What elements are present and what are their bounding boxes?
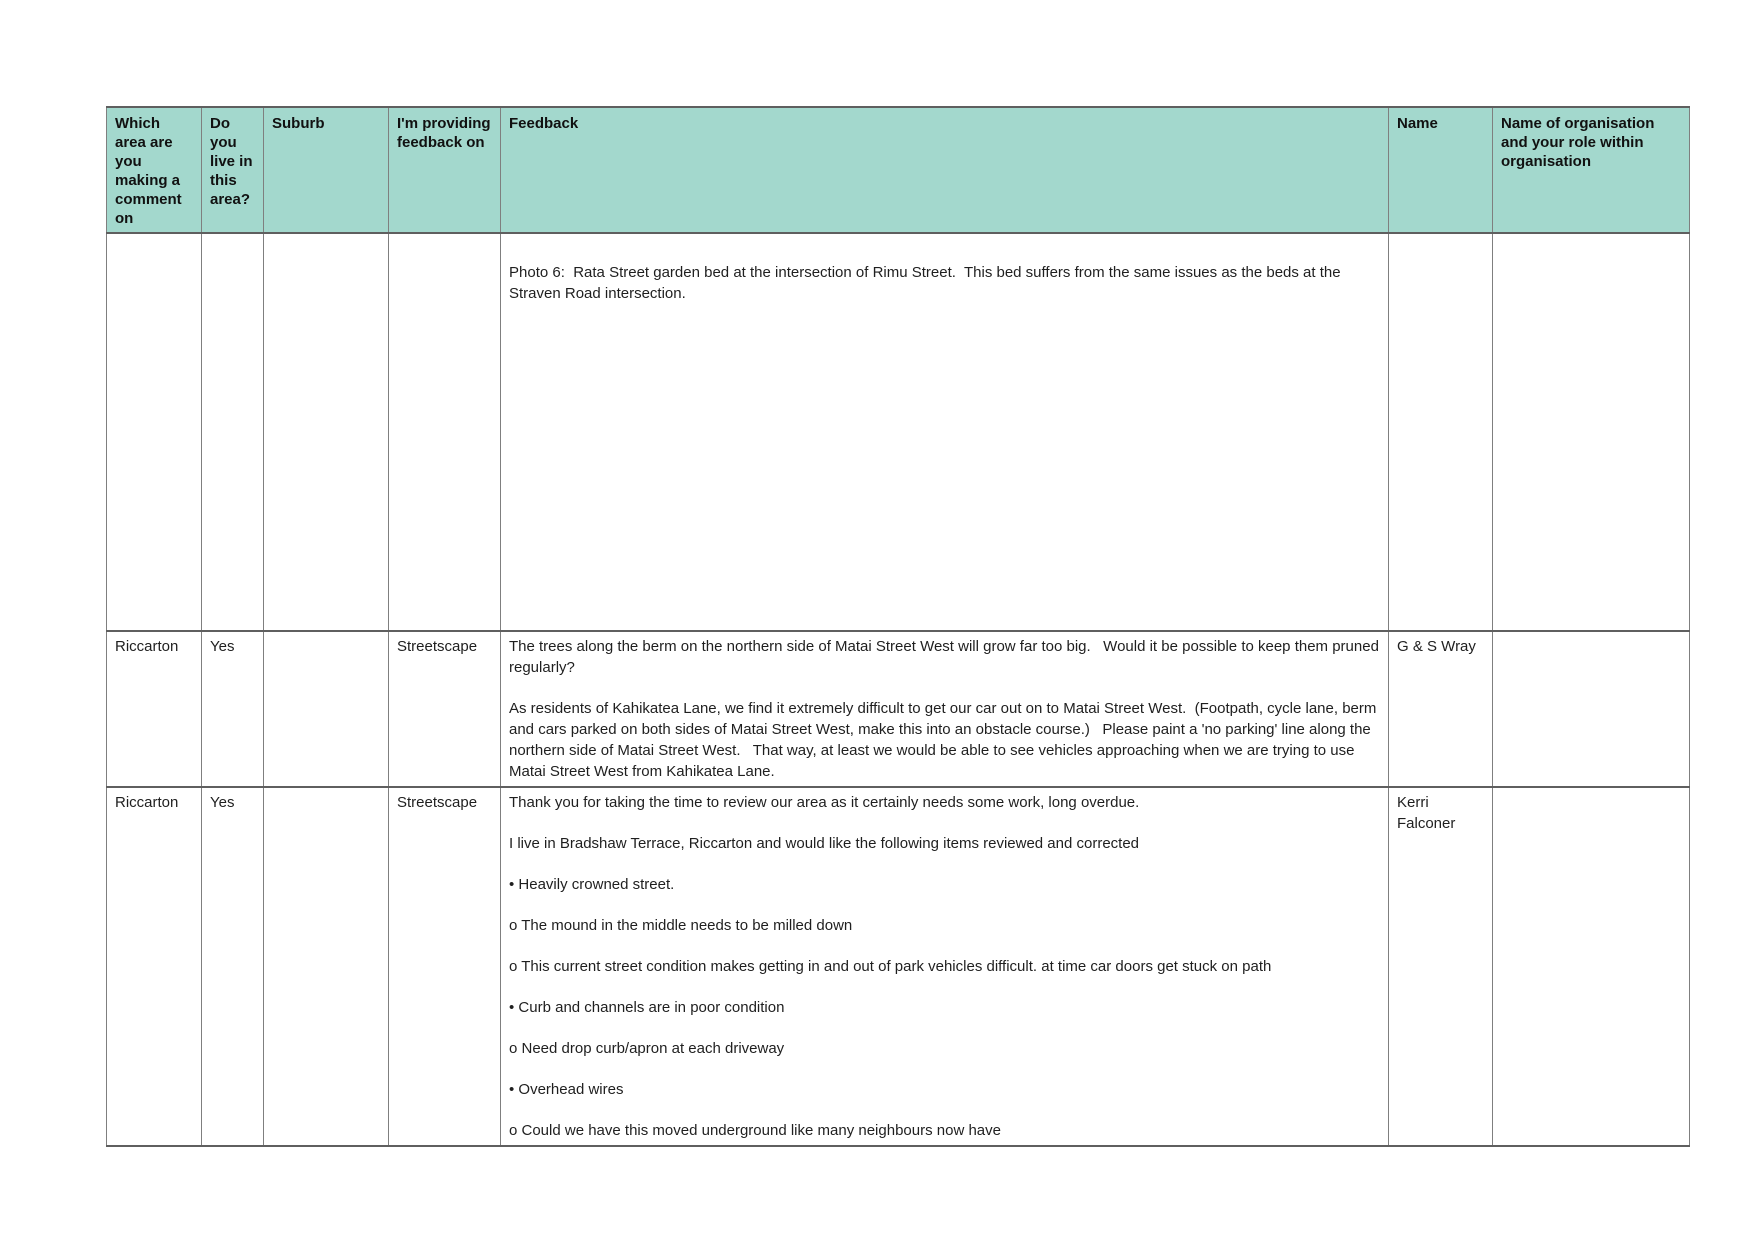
cell-feedback-topic: Streetscape [389,631,501,787]
feedback-paragraph: • Heavily crowned street. [509,876,675,893]
table-row [107,631,1690,787]
feedback-paragraph: I live in Bradshaw Terrace, Riccarton and would like the following items reviewed and corrected [509,835,1140,852]
column-header-live-in-area: Do you live in this area? [202,107,264,233]
table-body [107,233,1690,1146]
cell-area: Riccarton [107,631,202,787]
column-header-suburb: Suburb [264,107,389,233]
cell-name: G & S Wray [1389,631,1493,787]
cell-name [1389,233,1493,631]
feedback-table [106,106,1690,1147]
cell-feedback-topic [389,233,501,631]
table-row [107,787,1690,1146]
cell-organisation [1493,787,1690,1146]
cell-feedback [501,233,1389,631]
column-header-area: Which area are you making a comment on [107,107,202,233]
feedback-paragraph: o Could we have this moved underground like many neighbours now have [509,1122,1001,1139]
feedback-paragraph: • Overhead wires [509,1081,624,1098]
cell-area: Riccarton [107,787,202,1146]
column-header-feedback-topic: I'm providing feedback on [389,107,501,233]
cell-feedback [501,787,1389,1146]
feedback-paragraph: o This current street condition makes getting in and out of park vehicles difficult. at time car doors get stuck on path [509,958,1272,975]
cell-name: Kerri Falconer [1389,787,1493,1146]
column-header-name: Name [1389,107,1493,233]
cell-suburb [264,631,389,787]
column-header-organisation: Name of organisation and your role within organisation [1493,107,1690,233]
feedback-paragraph: • Curb and channels are in poor condition [509,999,785,1016]
cell-feedback [501,631,1389,787]
table-row [107,233,1690,631]
feedback-paragraph: Thank you for taking the time to review our area as it certainly needs some work, long overdue. [509,794,1140,811]
feedback-paragraph: o The mound in the middle needs to be milled down [509,917,853,934]
cell-suburb [264,233,389,631]
cell-live-in-area: Yes [202,787,264,1146]
header-row [107,107,1690,233]
column-header-feedback: Feedback [501,107,1389,233]
cell-organisation [1493,631,1690,787]
cell-live-in-area: Yes [202,631,264,787]
feedback-paragraph: Photo 6: Rata Street garden bed at the intersection of Rimu Street. This bed suffers from the same issues as the beds at the Straven Road intersection. [509,264,1345,302]
cell-feedback-topic: Streetscape [389,787,501,1146]
cell-area [107,233,202,631]
cell-organisation [1493,233,1690,631]
cell-suburb [264,787,389,1146]
cell-live-in-area [202,233,264,631]
feedback-paragraph: o Need drop curb/apron at each driveway [509,1040,785,1057]
feedback-paragraph: The trees along the berm on the northern side of Matai Street West will grow far too big. Would it be possible to keep them pruned regularly? [509,638,1384,676]
table-header [107,107,1690,233]
feedback-paragraph: As residents of Kahikatea Lane, we find it extremely difficult to get our car out on to Matai Street West. (Footpath, cycle lane, berm and cars parked on both sides of Matai Street West, make this into an obstacle course.) Please paint a 'no parking' line along the northern side of Matai Street West. That way, at least we would be able to see vehicles approaching when we are trying to use Matai Street West from Kahikatea Lane. [509,700,1381,780]
